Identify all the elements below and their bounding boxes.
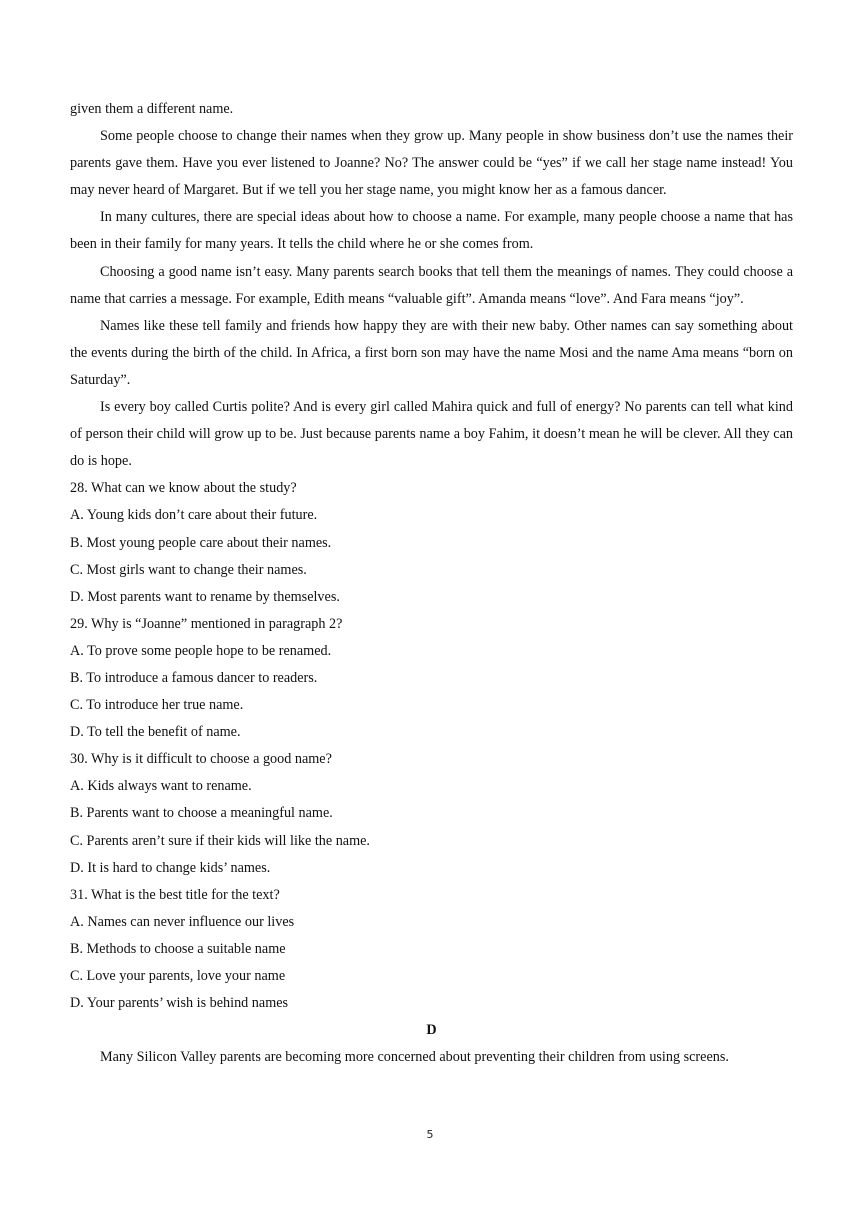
option-b: B. Parents want to choose a meaningful name. <box>70 805 333 822</box>
option-b: B. Most young people care about their names. <box>70 534 332 551</box>
option-d: D. To tell the benefit of name. <box>70 724 241 741</box>
option-c: C. Parents aren’t sure if their kids will like the name. <box>70 832 370 849</box>
question-29 <box>70 611 793 746</box>
option-c: C. To introduce her true name. <box>70 697 244 714</box>
passage-c-paragraph-4: Choosing a good name isn’t easy. Many parents search books that tell them the meanings of names. They could choose a name that carries a message. For example, Edith means “valuable gift”. Amanda means “love”. And Fara means “joy”. <box>70 263 793 307</box>
question-stem: 29. Why is “Joanne” mentioned in paragraph 2? <box>70 615 343 632</box>
passage-d-first-line: Many Silicon Valley parents are becoming more concerned about preventing their children from using screens. <box>100 1049 729 1066</box>
option-c: C. Love your parents, love your name <box>70 968 286 984</box>
passage-c-paragraph-2: Some people choose to change their names when they grow up. Many people in show business don’t use the names their parents gave them. Have you ever listened to Joanne? No? The answer could be “yes” if we call her stage name instead! You may never heard of Margaret. But if we tell you her stage name, you might know her as a famous dancer. <box>70 128 793 199</box>
option-a: A. Names can never influence our lives <box>70 913 295 930</box>
question-stem: 30. Why is it difficult to choose a good name? <box>70 751 332 768</box>
option-a: A. To prove some people hope to be renamed. <box>70 642 332 659</box>
question-30 <box>70 746 793 881</box>
question-28 <box>70 475 793 610</box>
option-a: A. Kids always want to rename. <box>70 778 252 795</box>
option-c: C. Most girls want to change their names. <box>70 561 307 578</box>
question-stem: 28. What can we know about the study? <box>70 480 297 497</box>
option-d: D. Your parents’ wish is behind names <box>70 995 289 1012</box>
question-stem: 31. What is the best title for the text? <box>70 886 280 903</box>
question-31 <box>70 882 793 1017</box>
section-heading-d: D <box>426 1022 437 1039</box>
option-b: B. To introduce a famous dancer to readers. <box>70 669 318 686</box>
document-page <box>70 96 793 1071</box>
option-b: B. Methods to choose a suitable name <box>70 940 286 957</box>
option-a: A. Young kids don’t care about their future. <box>70 507 318 524</box>
page-number: 5 <box>426 1128 434 1141</box>
option-d: D. Most parents want to rename by themselves. <box>70 588 340 605</box>
option-d: D. It is hard to change kids’ names. <box>70 859 271 876</box>
passage-c-paragraph-6: Is every boy called Curtis polite? And is every girl called Mahira quick and full of energy? No parents can tell what kind of person their child will grow up to be. Just because parents name a boy Fahim, it doesn’t mean he will be clever. All they can do is hope. <box>70 399 793 470</box>
passage-c-paragraph-5: Names like these tell family and friends how happy they are with their new baby. Other names can say something about the events during the birth of the child. In Africa, a first born son may have the name Mosi and the name Ama means “born on Saturday”. <box>70 317 793 388</box>
passage-c-paragraph-3: In many cultures, there are special ideas about how to choose a name. For example, many people choose a name that has been in their family for many years. It tells the child where he or she comes from. <box>70 209 793 253</box>
passage-c-paragraph-1: given them a different name. <box>70 101 234 117</box>
